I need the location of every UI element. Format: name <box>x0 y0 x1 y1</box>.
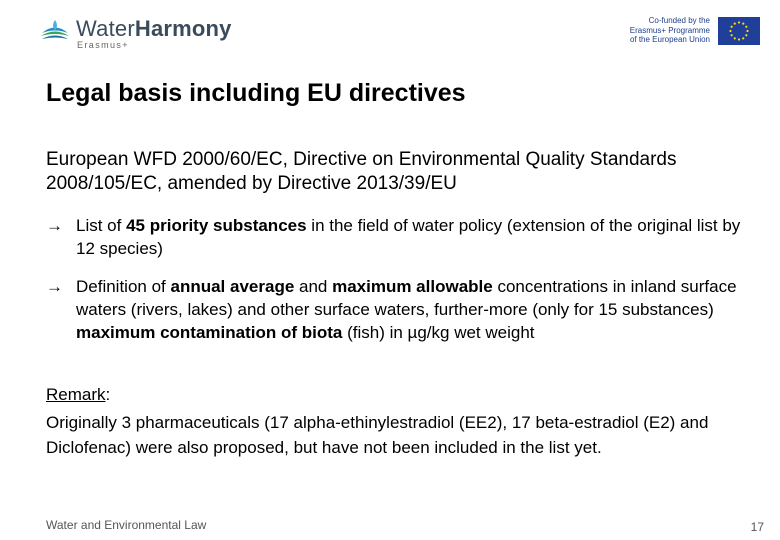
bullet-text-part: (fish) in µg/kg wet weight <box>342 323 535 342</box>
eu-flag-star <box>731 34 733 36</box>
eu-text-line-3: of the European Union <box>629 35 710 44</box>
eu-flag-star <box>745 26 747 28</box>
bullet-text <box>76 214 746 260</box>
logo-brand <box>76 16 232 42</box>
eu-cofunded-logo <box>620 16 760 48</box>
eu-cofunded-text <box>614 16 710 45</box>
logo-subtitle: Erasmus+ <box>77 40 129 50</box>
bullet-bold-part: 45 priority substances <box>126 216 307 235</box>
logo-word-water: Water <box>76 16 135 41</box>
slide-title: Legal basis including EU directives <box>46 79 466 107</box>
bullet-text-part: and <box>294 277 333 296</box>
bullet-text-part: List of <box>76 216 127 235</box>
bullet-text <box>76 275 746 344</box>
page-number: 17 <box>750 520 764 534</box>
logo-word-harmony: Harmony <box>134 16 232 41</box>
eu-flag-star <box>734 23 736 25</box>
eu-flag-icon <box>718 17 760 45</box>
arrow-icon: → <box>46 277 63 296</box>
eu-flag-star <box>742 37 744 39</box>
remark-colon: : <box>105 385 111 404</box>
remark-label: Remark <box>46 385 106 404</box>
eu-flag-star <box>746 30 748 32</box>
remark-heading <box>46 385 110 405</box>
remark-body: Originally 3 pharmaceuticals (17 alpha-ethinylestradiol (EE2), 17 beta-estradiol (E2) and Diclofenac) were also proposed, but have not been included in the list yet. <box>46 413 709 457</box>
bullet-text-part: concentrations in inland surface waters (rivers, lakes) and other surface waters, further-more (only for 15 substances) <box>76 277 737 319</box>
eu-flag-star <box>745 34 747 36</box>
eu-flag-star <box>731 26 733 28</box>
bullet-bold-part: maximum allowable <box>332 277 493 296</box>
water-harmony-logo <box>40 14 240 50</box>
eu-flag-star <box>729 30 731 32</box>
eu-flag-star <box>738 38 740 40</box>
eu-flag-star <box>738 21 740 23</box>
bullet-text-part: in the field of water policy (extension of the original list by 12 species) <box>76 216 741 258</box>
bullet-bold-part: annual average <box>170 277 295 296</box>
arrow-icon: → <box>46 216 63 235</box>
slide-intro: European WFD 2000/60/EC, Directive on Environmental Quality Standards 2008/105/EC, amended by Directive 2013/39/EU <box>46 149 677 194</box>
eu-flag-background <box>718 17 760 45</box>
eu-flag-star <box>742 23 744 25</box>
eu-text-line-1: Co-funded by the <box>648 16 710 25</box>
bullet-bold-part: maximum contamination of biota <box>76 323 343 342</box>
bullet-text-part: Definition of <box>76 277 171 296</box>
footer-text: Water and Environmental Law <box>46 518 207 532</box>
eu-text-line-2: Erasmus+ Programme <box>629 25 710 35</box>
eu-flag-star <box>734 37 736 39</box>
water-drop-logo-icon <box>40 18 70 44</box>
